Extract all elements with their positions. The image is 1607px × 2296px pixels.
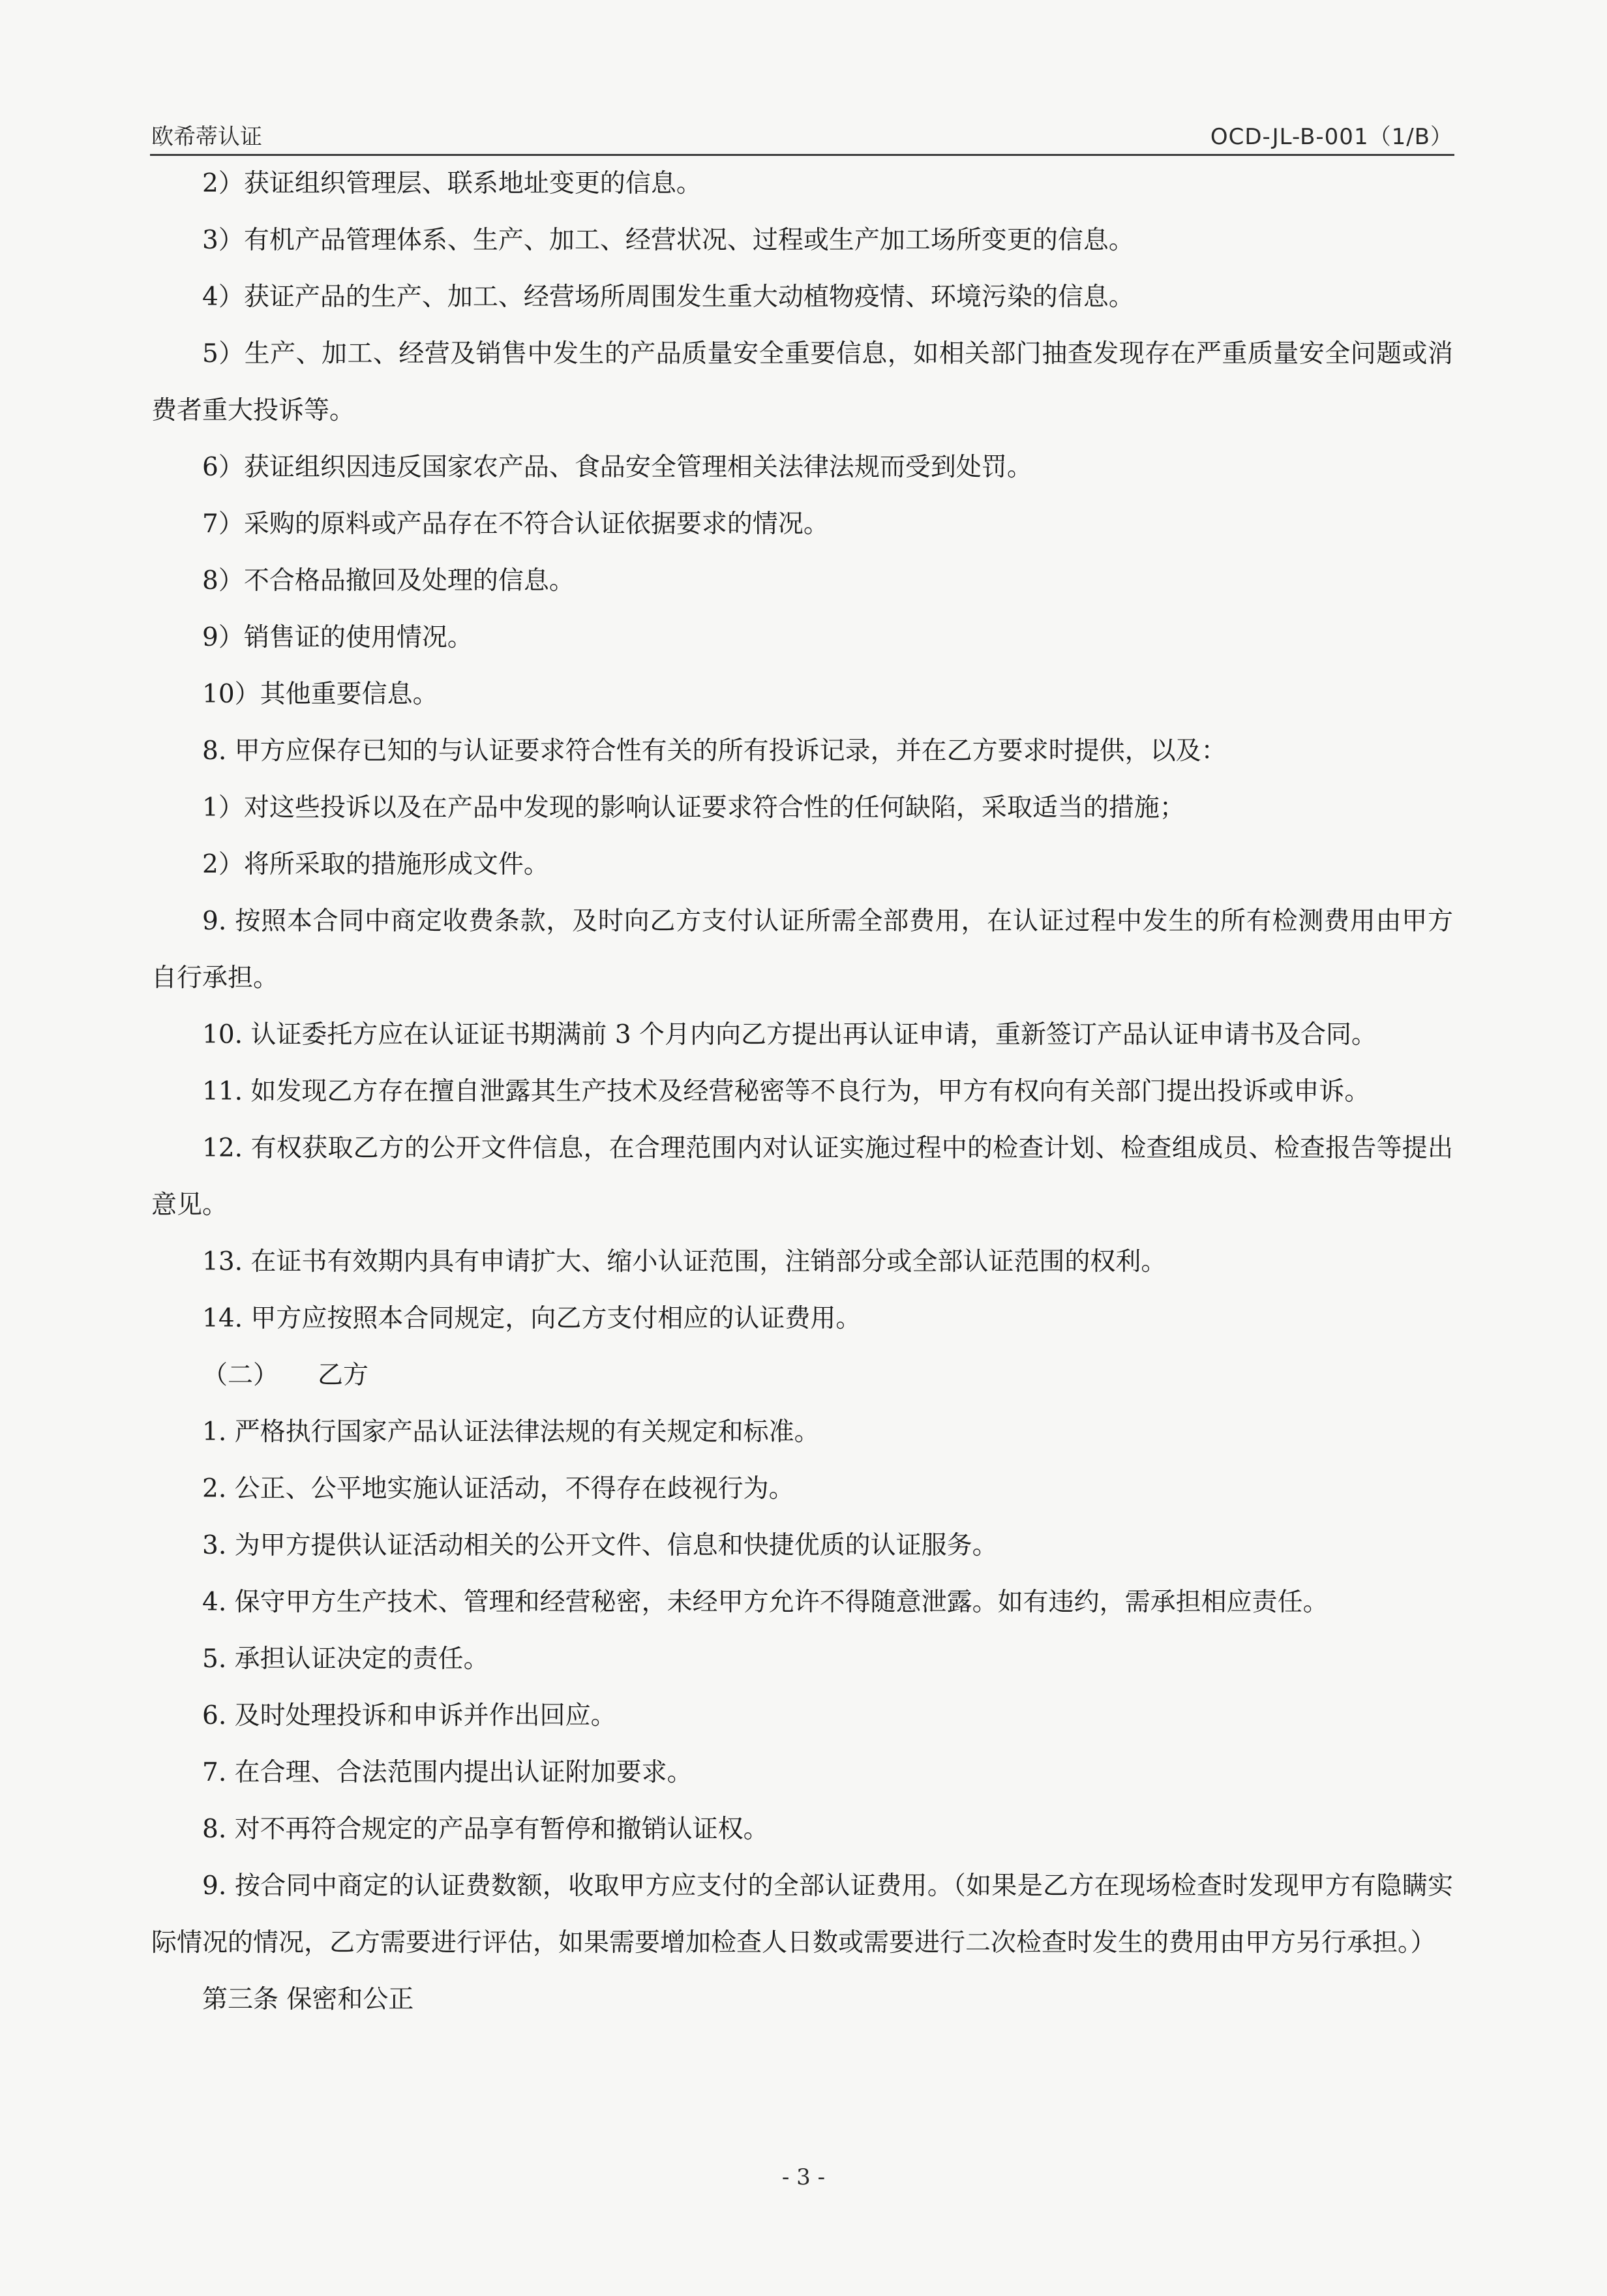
paragraph: 6）获证组织因违反国家农产品、食品安全管理相关法律法规而受到处罚。	[202, 453, 1032, 482]
section-heading-party-b	[151, 1347, 1453, 1404]
paragraph: 4）获证产品的生产、加工、经营场所周围发生重大动植物疫情、环境污染的信息。	[202, 282, 1134, 312]
paragraph: 2）将所采取的措施形成文件。	[202, 850, 549, 879]
article-heading: 第三条 保密和公正	[202, 1985, 414, 2014]
paragraph: 3. 为甲方提供认证活动相关的公开文件、信息和快捷优质的认证服务。	[202, 1531, 998, 1560]
paragraph: 10）其他重要信息。	[202, 680, 438, 709]
paragraph: 12. 有权获取乙方的公开文件信息，在合理范围内对认证实施过程中的检查计划、检查组成员、检查报告等提出意见。	[151, 1134, 1453, 1220]
paragraph: 9. 按合同中商定的认证费数额，收取甲方应支付的全部认证费用。（如果是乙方在现场检查时发现甲方有隐瞒实际情况的情况，乙方需要进行评估，如果需要增加检查人日数或需要进行二次检查时发生的费用由甲方另行承担。）	[151, 1871, 1453, 1957]
paragraph: 14. 甲方应按照本合同规定，向乙方支付相应的认证费用。	[202, 1304, 862, 1333]
header-doc-code: OCD-JL-B-001（1/B）	[1210, 124, 1453, 150]
paragraph: 1. 严格执行国家产品认证法律法规的有关规定和标准。	[202, 1417, 820, 1447]
paragraph: 11. 如发现乙方存在擅自泄露其生产技术及经营秘密等不良行为，甲方有权向有关部门提出投诉或申诉。	[202, 1077, 1370, 1106]
paragraph: 1）对这些投诉以及在产品中发现的影响认证要求符合性的任何缺陷，采取适当的措施；	[202, 793, 1185, 823]
paragraph: 5）生产、加工、经营及销售中发生的产品质量安全重要信息，如相关部门抽查发现存在严重质量安全问题或消费者重大投诉等。	[151, 339, 1453, 425]
header-org-name: 欧希蒂认证	[151, 124, 262, 150]
section-title: 乙方	[318, 1361, 369, 1390]
page-number: - 3 -	[781, 2164, 826, 2190]
paragraph: 13. 在证书有效期内具有申请扩大、缩小认证范围，注销部分或全部认证范围的权利。	[202, 1247, 1167, 1276]
paragraph: 9）销售证的使用情况。	[202, 623, 473, 652]
paragraph: 8）不合格品撤回及处理的信息。	[202, 566, 575, 596]
paragraph: 7. 在合理、合法范围内提出认证附加要求。	[202, 1758, 693, 1787]
paragraph: 2. 公正、公平地实施认证活动，不得存在歧视行为。	[202, 1474, 794, 1503]
paragraph: 2）获证组织管理层、联系地址变更的信息。	[202, 169, 702, 198]
paragraph: 6. 及时处理投诉和申诉并作出回应。	[202, 1701, 616, 1730]
paragraph: 5. 承担认证决定的责任。	[202, 1644, 489, 1674]
page-header	[151, 116, 1453, 150]
paragraph: 8. 对不再符合规定的产品享有暂停和撤销认证权。	[202, 1815, 769, 1844]
paragraph: 4. 保守甲方生产技术、管理和经营秘密，未经甲方允许不得随意泄露。如有违约，需承担相应责任。	[202, 1588, 1329, 1617]
section-number: （二）	[202, 1361, 279, 1390]
document-body	[151, 155, 1453, 2028]
paragraph: 9. 按照本合同中商定收费条款，及时向乙方支付认证所需全部费用，在认证过程中发生的所有检测费用由甲方自行承担。	[151, 907, 1453, 993]
paragraph: 7）采购的原料或产品存在不符合认证依据要求的情况。	[202, 509, 829, 539]
paragraph: 8. 甲方应保存已知的与认证要求符合性有关的所有投诉记录，并在乙方要求时提供，以及：	[202, 736, 1227, 766]
paragraph: 3）有机产品管理体系、生产、加工、经营状况、过程或生产加工场所变更的信息。	[202, 226, 1134, 255]
paragraph: 10. 认证委托方应在认证证书期满前 3 个月内向乙方提出再认证申请，重新签订产品认证申请书及合同。	[202, 1020, 1377, 1050]
